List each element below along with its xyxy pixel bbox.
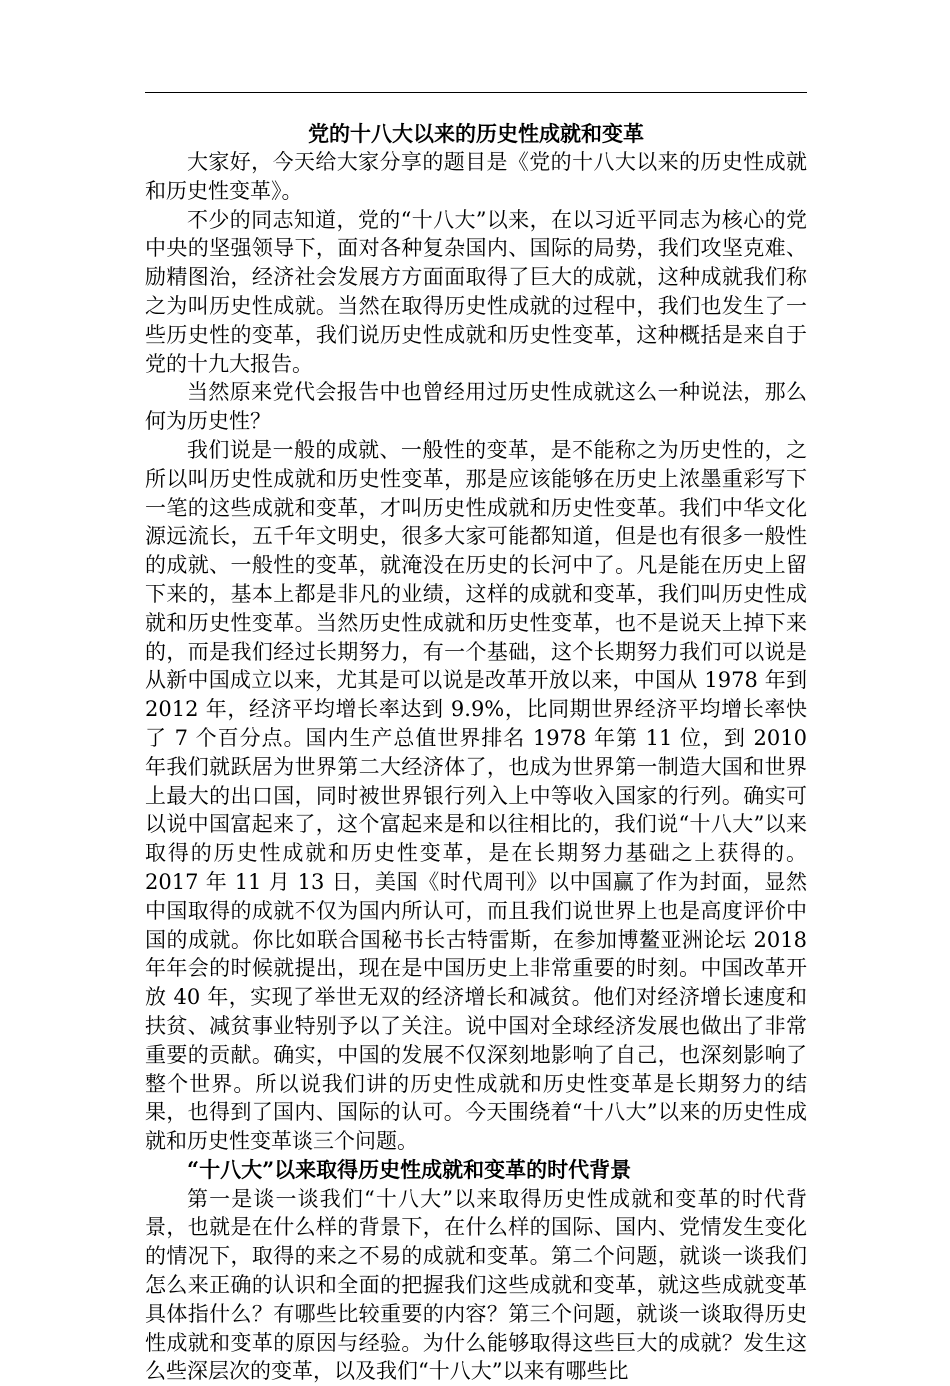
paragraph-explanation: 我们说是一般的成就、一般性的变革，是不能称之为历史性的，之所以叫历史性成就和历史性变革，那是应该能够在历史上浓墨重彩写下一笔的这些成就和变革，才叫历史性成就和历史性变革。我们中华文化源远流长，五千年文明史，很多大家可能都知道，但是也有很多一般性的成就、一般性的变革，就淹没在历史的长河中了。凡是能在历史上留下来的，基本上都是非凡的业绩，这样的成就和变革，我们叫历史性成就和历史性变革。当然历史性成就和历史性变革，也不是说天上掉下来的，而是我们经过长期努力，有一个基础，这个长期努力我们可以说是从新中国成立以来，尤其是可以说是改革开放以来，中国从 1978 年到 2012 年，经济平均增长率达到 9.9%，比同期世界经济平均增长率快了 7 个百分点。国内生产总值世界排名 1978 年第 11 位，到 2010 年我们就跃居为世界第二大经济体了，也成为世界第一制造大国和世界上最大的出口国，同时被世界银行列入上中等收入国家的行列。确实可以说中国富起来了，这个富起来是和以往相比的，我们说“十八大”以来取得的历史性成就和历史性变革，是在长期努力基础之上获得的。2017 年 11 月 13 日，美国《时代周刊》以中国赢了作为封面，显然中国取得的成就不仅为国内所认可，而且我们说世界上也是高度评价中国的成就。你比如联合国秘书长古特雷斯，在参加博鳌亚洲论坛 2018 年年会的时候就提出，现在是中国历史上非常重要的时刻。中国改革开放 40 年，实现了举世无双的经济增长和减贫。他们对经济增长速度和扶贫、减贫事业特别予以了关注。说中国对全球经济发展也做出了非常重要的贡献。确实，中国的发展不仅深刻地影响了自己，也深刻影响了整个世界。所以说我们讲的历史性成就和历史性变革是长期努力的结果，也得到了国内、国际的认可。今天围绕着“十八大”以来的历史性成就和历史性变革谈三个问题。 bbox=[145, 437, 807, 1154]
section-heading: “十八大”以来取得历史性成就和变革的时代背景 bbox=[187, 1156, 632, 1182]
document-body bbox=[145, 120, 807, 1386]
paragraph-section-intro: 第一是谈一谈我们“十八大”以来取得历史性成就和变革的时代背景，也就是在什么样的背景下，在什么样的国际、国内、党情发生变化的情况下，取得的来之不易的成就和变革。第二个问题，就谈一谈我们怎么来正确的认识和全面的把握我们这些成就和变革，就这些成就变革具体指什么？有哪些比较重要的内容？第三个问题，就谈一谈取得历史性成就和变革的原因与经验。为什么能够取得这些巨大的成就？发生这么些深层次的变革，以及我们“十八大”以来有哪些比 bbox=[145, 1186, 807, 1384]
paragraph-intro: 大家好，今天给大家分享的题目是《党的十八大以来的历史性成就和历史性变革》。 bbox=[145, 150, 807, 203]
document-title: 党的十八大以来的历史性成就和变革 bbox=[308, 121, 644, 146]
paragraph-question: 当然原来党代会报告中也曾经用过历史性成就这么一种说法，那么何为历史性？ bbox=[145, 380, 807, 434]
document-page bbox=[145, 0, 807, 1384]
header-rule bbox=[145, 92, 807, 93]
paragraph-achievements: 不少的同志知道，党的“十八大”以来，在以习近平同志为核心的党中央的坚强领导下，面对各种复杂国内、国际的局势，我们攻坚克难、励精图治，经济社会发展方方面面取得了巨大的成就，这种成就我们称之为叫历史性成就。当然在取得历史性成就的过程中，我们也发生了一些历史性的变革，我们说历史性成就和历史性变革，这种概括是来自于党的十九大报告。 bbox=[145, 207, 807, 376]
